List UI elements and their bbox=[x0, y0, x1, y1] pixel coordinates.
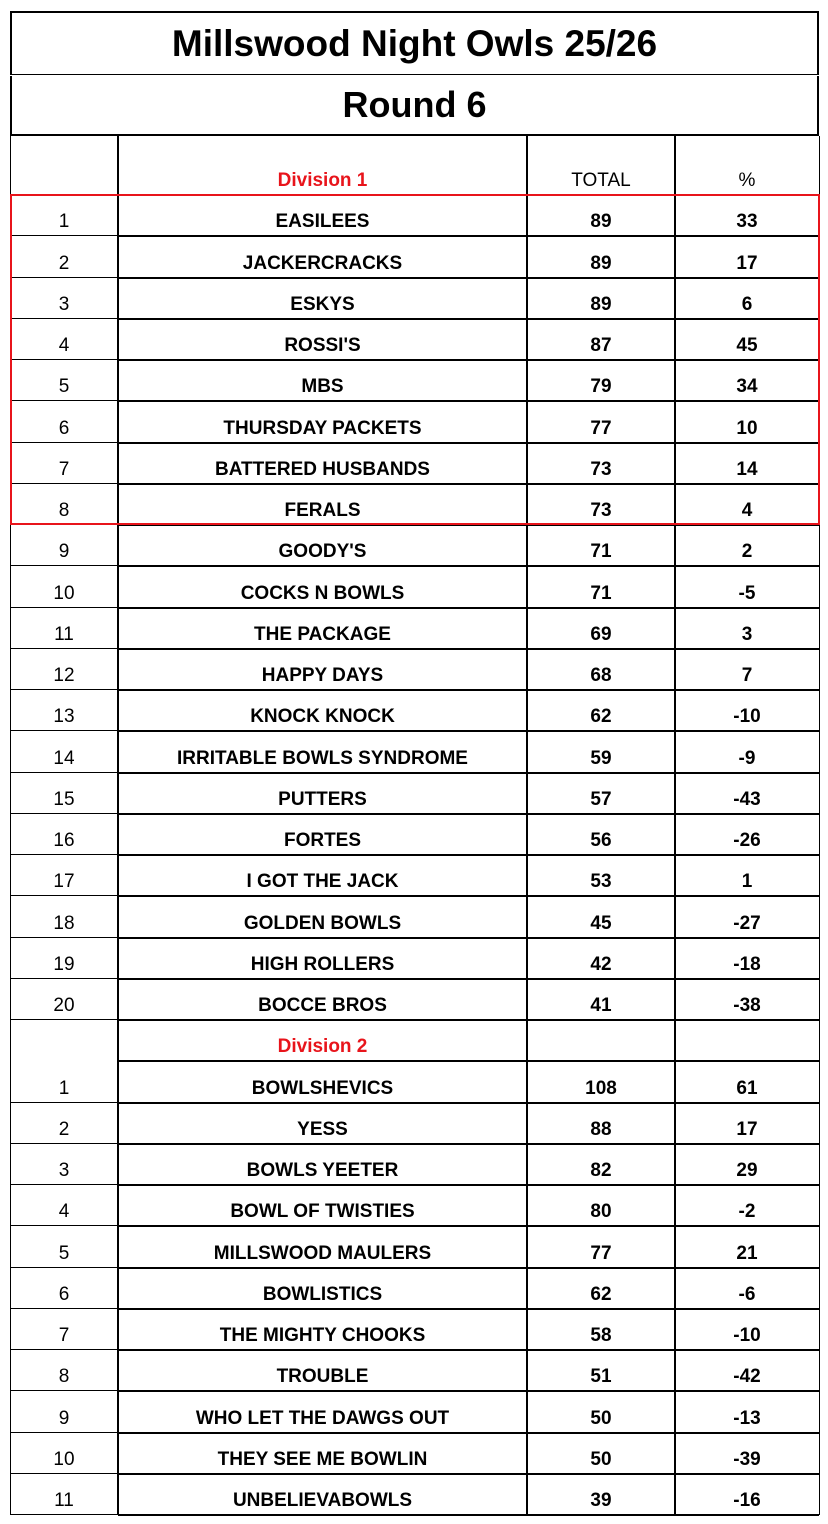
rank-cell: 7 bbox=[58, 458, 70, 480]
percent-cell: -26 bbox=[733, 830, 761, 851]
rank-cell: 5 bbox=[58, 1242, 70, 1264]
team-name-cell: TROUBLE bbox=[276, 1366, 369, 1388]
total-cell: 89 bbox=[590, 293, 612, 315]
team-name-cell: WHO LET THE DAWGS OUT bbox=[195, 1407, 450, 1429]
rank-cell: 5 bbox=[58, 376, 70, 398]
total-cell: 39 bbox=[590, 1490, 612, 1511]
percent-cell: -16 bbox=[733, 1490, 761, 1511]
team-name-cell: THE PACKAGE bbox=[254, 623, 391, 645]
percent-cell: -6 bbox=[738, 1283, 756, 1305]
team-name-cell: IRRITABLE BOWLS SYNDROME bbox=[177, 747, 468, 769]
rank-cell: 15 bbox=[53, 788, 75, 810]
percent-cell: -42 bbox=[733, 1366, 761, 1388]
rank-cell: 10 bbox=[53, 1448, 75, 1470]
total-cell: 62 bbox=[590, 1283, 612, 1305]
percent-cell: 14 bbox=[736, 458, 758, 480]
row-divider bbox=[118, 1514, 819, 1516]
team-name-cell: ROSSI'S bbox=[284, 335, 361, 356]
team-name-cell: YESS bbox=[297, 1118, 348, 1140]
total-cell: 71 bbox=[590, 541, 612, 563]
total-cell: 69 bbox=[590, 623, 612, 645]
total-cell: 80 bbox=[590, 1201, 612, 1223]
total-header: TOTAL bbox=[571, 170, 631, 191]
total-cell: 77 bbox=[590, 417, 612, 439]
division-2-label: Division 2 bbox=[277, 1036, 368, 1058]
team-name-cell: EASILEES bbox=[275, 211, 370, 233]
total-cell: 89 bbox=[590, 211, 612, 233]
rank-cell: 8 bbox=[58, 500, 70, 521]
total-cell: 56 bbox=[590, 830, 612, 851]
team-name-cell: UNBELIEVABOWLS bbox=[232, 1490, 413, 1511]
team-name-cell: ESKYS bbox=[290, 293, 355, 315]
team-name-cell: THEY SEE ME BOWLIN bbox=[217, 1448, 428, 1470]
team-name-cell: FERALS bbox=[284, 500, 361, 521]
total-cell: 50 bbox=[590, 1448, 612, 1470]
percent-cell: 45 bbox=[736, 335, 758, 356]
percent-cell: -18 bbox=[733, 953, 761, 975]
league-title: Millswood Night Owls 25/26 bbox=[10, 11, 819, 75]
total-cell: 45 bbox=[590, 912, 612, 934]
left-border bbox=[10, 136, 11, 1515]
team-name-cell: BOWLS YEETER bbox=[246, 1160, 399, 1181]
total-cell: 71 bbox=[590, 582, 612, 604]
team-name-cell: BOWLSHEVICS bbox=[251, 1077, 394, 1099]
percent-cell: 4 bbox=[741, 500, 753, 521]
percent-cell: -10 bbox=[733, 1325, 761, 1346]
percent-cell: -2 bbox=[738, 1201, 756, 1223]
cell bbox=[10, 1019, 118, 1060]
percent-cell: 3 bbox=[741, 623, 753, 645]
rank-cell: 14 bbox=[53, 747, 75, 769]
total-cell: 82 bbox=[590, 1160, 612, 1181]
rank-cell: 11 bbox=[54, 1490, 74, 1511]
team-name-cell: GOLDEN BOWLS bbox=[243, 912, 402, 934]
rank-cell: 20 bbox=[53, 995, 75, 1016]
percent-cell: 29 bbox=[736, 1160, 758, 1181]
rank-cell: 3 bbox=[58, 293, 70, 315]
team-name-cell: THE MIGHTY CHOOKS bbox=[219, 1325, 426, 1346]
percent-cell: -13 bbox=[733, 1407, 761, 1429]
rank-cell: 7 bbox=[58, 1325, 70, 1346]
rank-header bbox=[10, 136, 118, 194]
total-cell: 59 bbox=[590, 747, 612, 769]
rank-cell: 1 bbox=[58, 211, 70, 233]
rank-cell: 8 bbox=[58, 1366, 70, 1388]
rank-cell: 1 bbox=[58, 1077, 70, 1099]
percent-cell: 17 bbox=[736, 252, 758, 274]
percent-cell: 34 bbox=[736, 376, 758, 398]
team-name-cell: BOCCE BROS bbox=[258, 995, 387, 1016]
rank-cell: 19 bbox=[53, 953, 75, 975]
percent-cell: 7 bbox=[741, 665, 753, 686]
total-cell: 58 bbox=[590, 1325, 612, 1346]
team-name-cell: GOODY'S bbox=[278, 541, 367, 563]
rank-cell: 12 bbox=[53, 665, 75, 686]
rank-cell: 3 bbox=[58, 1160, 70, 1181]
team-name-cell: KNOCK KNOCK bbox=[250, 706, 395, 728]
team-name-cell: HIGH ROLLERS bbox=[250, 953, 395, 975]
percent-cell: 2 bbox=[741, 541, 753, 563]
rank-cell: 4 bbox=[58, 1201, 70, 1223]
rank-cell: 6 bbox=[58, 1283, 70, 1305]
total-cell: 89 bbox=[590, 252, 612, 274]
column-divider bbox=[674, 136, 676, 1515]
team-name-cell: HAPPY DAYS bbox=[261, 665, 384, 686]
round-title: Round 6 bbox=[10, 76, 819, 136]
percent-cell: 6 bbox=[741, 293, 753, 315]
total-cell: 88 bbox=[590, 1118, 612, 1140]
rank-cell: 2 bbox=[58, 252, 70, 274]
right-border bbox=[819, 136, 820, 1515]
total-cell: 50 bbox=[590, 1407, 612, 1429]
cell bbox=[675, 1019, 819, 1060]
rank-cell: 10 bbox=[53, 582, 75, 604]
total-cell: 87 bbox=[590, 335, 612, 356]
rank-cell: 9 bbox=[58, 1407, 70, 1429]
total-cell: 57 bbox=[590, 788, 612, 810]
percent-cell: -9 bbox=[738, 747, 756, 769]
rank-cell: 2 bbox=[58, 1118, 70, 1140]
total-cell: 53 bbox=[590, 871, 612, 893]
team-name-cell: I GOT THE JACK bbox=[246, 871, 399, 893]
team-name-cell: BOWLISTICS bbox=[262, 1283, 383, 1305]
percent-cell: 10 bbox=[736, 417, 758, 439]
percent-cell: 17 bbox=[736, 1118, 758, 1140]
percent-cell: -5 bbox=[738, 582, 756, 604]
total-cell: 73 bbox=[590, 500, 612, 521]
team-name-cell: BOWL OF TWISTIES bbox=[230, 1201, 415, 1223]
total-cell: 79 bbox=[590, 376, 612, 398]
percent-cell: -39 bbox=[733, 1448, 761, 1470]
team-name-cell: COCKS N BOWLS bbox=[240, 582, 405, 604]
percent-cell: -43 bbox=[733, 788, 761, 810]
rank-cell: 9 bbox=[58, 541, 70, 563]
total-cell: 51 bbox=[590, 1366, 612, 1388]
percent-cell: 21 bbox=[736, 1242, 758, 1264]
total-cell: 41 bbox=[590, 995, 612, 1016]
team-name-cell: FORTES bbox=[283, 830, 362, 851]
percent-cell: 61 bbox=[736, 1077, 758, 1099]
rank-cell: 6 bbox=[58, 417, 70, 439]
percent-cell: -10 bbox=[733, 706, 761, 728]
rank-cell: 18 bbox=[53, 912, 75, 934]
percent-header: % bbox=[738, 170, 756, 191]
column-divider bbox=[117, 136, 119, 1515]
team-name-cell: PUTTERS bbox=[278, 788, 367, 810]
total-cell: 73 bbox=[590, 458, 612, 480]
rank-divider bbox=[10, 1514, 118, 1515]
column-divider bbox=[526, 136, 528, 1515]
percent-cell: -27 bbox=[733, 912, 761, 934]
rank-cell: 13 bbox=[53, 706, 75, 728]
team-name-cell: THURSDAY PACKETS bbox=[223, 417, 422, 439]
total-cell: 62 bbox=[590, 706, 612, 728]
percent-cell: 33 bbox=[736, 211, 758, 233]
total-cell: 108 bbox=[585, 1077, 617, 1099]
total-cell: 42 bbox=[590, 953, 612, 975]
division-1-label: Division 1 bbox=[277, 170, 368, 191]
team-name-cell: MBS bbox=[301, 376, 344, 398]
total-cell: 77 bbox=[590, 1242, 612, 1264]
percent-cell: 1 bbox=[741, 871, 753, 893]
percent-cell: -38 bbox=[733, 995, 761, 1016]
rank-cell: 16 bbox=[53, 830, 75, 851]
rank-cell: 17 bbox=[53, 871, 75, 893]
rank-cell: 4 bbox=[58, 335, 70, 356]
team-name-cell: JACKERCRACKS bbox=[242, 252, 403, 274]
total-cell: 68 bbox=[590, 665, 612, 686]
team-name-cell: MILLSWOOD MAULERS bbox=[213, 1242, 432, 1264]
cell bbox=[527, 1019, 675, 1060]
team-name-cell: BATTERED HUSBANDS bbox=[215, 458, 430, 480]
rank-cell: 11 bbox=[54, 623, 74, 645]
